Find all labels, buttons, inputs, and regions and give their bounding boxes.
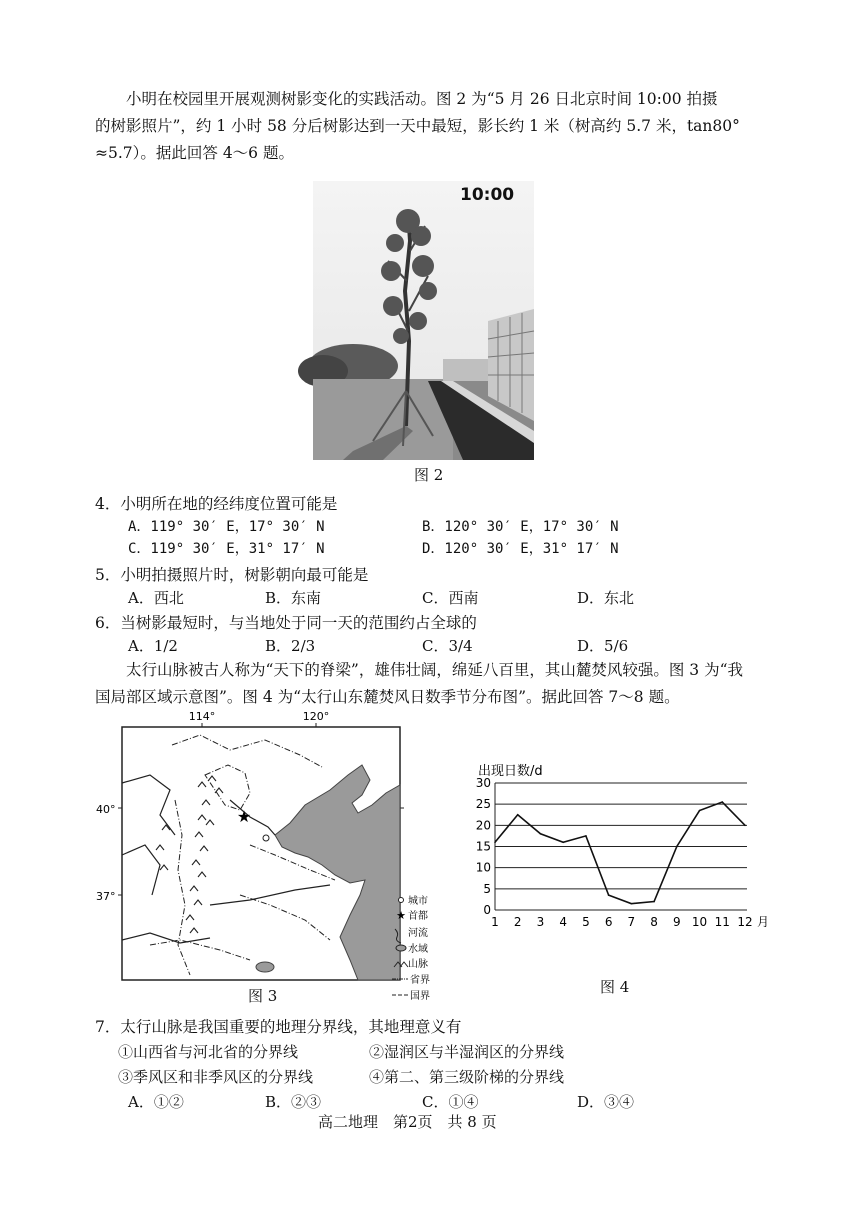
q4-stem: 4．小明所在地的经纬度位置可能是	[95, 495, 338, 513]
chart-xlabel: 月	[757, 915, 770, 929]
chart-point	[676, 846, 678, 848]
q6-option-d: D．5/6	[577, 637, 629, 655]
chart-xtick-label: 4	[559, 915, 568, 929]
page-footer: 高二地理 第2页 共 8 页	[318, 1113, 497, 1131]
legend-capital: 首都	[408, 911, 428, 922]
legend-river: 河流	[408, 928, 428, 939]
map-legend	[392, 894, 430, 1002]
chart-xtick-label: 2	[513, 915, 522, 929]
foehn-days-chart	[470, 760, 770, 935]
chart-ytick-label: 15	[475, 839, 491, 854]
chart-xtick-label: 9	[672, 915, 681, 929]
map-lat-40: 40°	[96, 803, 116, 816]
svg-text:★: ★	[396, 909, 406, 922]
map-lon-114: 114°	[188, 710, 216, 723]
intro-line-3: ≈5.7）。据此回答 4～6 题。	[95, 144, 294, 162]
legend-mountain: 山脉	[408, 959, 428, 970]
region-map	[90, 705, 440, 1005]
chart-ytick-label: 5	[483, 881, 491, 896]
chart-xtick-label: 3	[536, 915, 545, 929]
q6-option-a: A．1/2	[128, 637, 178, 655]
chart-point	[585, 835, 587, 837]
intro-line-2: 的树影照片”，约 1 小时 58 分后树影达到一天中最短，影长约 1 米（树高约 5.7 米，tan80°	[95, 117, 740, 135]
q5-option-b: B．东南	[265, 589, 322, 607]
legend-national: 国界	[410, 991, 430, 1002]
q7-statement-4: ④第二、第三级阶梯的分界线	[369, 1068, 565, 1086]
intro-line-1: 小明在校园里开展观测树影变化的实践活动。图 2 为“5 月 26 日北京时间 10:00 拍摄	[126, 90, 718, 108]
q7-statement-1: ①山西省与河北省的分界线	[118, 1043, 299, 1061]
chart-xtick-label: 11	[714, 915, 730, 929]
q4-option-b: B．120° 30′ E，17° 30′ N	[422, 519, 619, 535]
q7-statement-2: ②湿润区与半湿润区的分界线	[369, 1043, 565, 1061]
lake	[256, 962, 274, 972]
q7-option-b: B．②③	[265, 1093, 322, 1111]
q7-option-a: A．①②	[128, 1093, 184, 1111]
figure-3-caption: 图 3	[248, 987, 278, 1005]
q5-option-a: A．西北	[128, 589, 184, 607]
q5-option-c: C．西南	[422, 589, 479, 607]
q7-stem: 7．太行山脉是我国重要的地理分界线，其地理意义有	[95, 1018, 462, 1036]
q6-option-b: B．2/3	[265, 637, 316, 655]
capital-star: ★	[236, 807, 252, 826]
chart-xtick-label: 7	[627, 915, 636, 929]
q4-option-c: C．119° 30′ E，31° 17′ N	[128, 541, 325, 557]
q7-statement-3: ③季风区和非季风区的分界线	[118, 1068, 314, 1086]
chart-xtick-label: 10	[691, 915, 708, 929]
chart-xtick-label: 1	[491, 915, 499, 929]
chart-point	[653, 901, 655, 903]
q5-option-d: D．东北	[577, 589, 635, 607]
chart-point	[631, 903, 633, 905]
tree-shadow-photo	[313, 181, 534, 460]
q4-option-d: D．120° 30′ E，31° 17′ N	[422, 541, 619, 557]
q4-option-a: A．119° 30′ E，17° 30′ N	[128, 519, 325, 535]
chart-ytick-label: 20	[475, 818, 491, 833]
intro2-line-2: 国局部区域示意图”。图 4 为“太行山东麓焚风日数季节分布图”。据此回答 7～8 题。	[95, 688, 680, 706]
chart-point	[494, 841, 496, 843]
legend-water: 水域	[408, 944, 428, 955]
chart-xtick-label: 6	[604, 915, 613, 929]
chart-ylabel: 出现日数/d	[478, 764, 543, 779]
map-lon-120: 120°	[302, 710, 330, 723]
figure-4-caption: 图 4	[600, 978, 630, 996]
chart-point	[540, 833, 542, 835]
city-marker	[263, 835, 269, 841]
legend-province: 省界	[410, 975, 430, 986]
photo-timestamp: 10:00	[460, 185, 515, 205]
q6-stem: 6．当树影最短时，与当地处于同一天的范围约占全球的	[95, 614, 477, 632]
intro2-line-1: 太行山脉被古人称为“天下的脊梁”，雄伟壮阔，绵延八百里，其山麓焚风较强。图 3 为“我	[126, 661, 743, 679]
chart-ytick-label: 0	[483, 903, 491, 917]
chart-point	[699, 810, 701, 812]
chart-point	[608, 894, 610, 896]
chart-point	[744, 825, 746, 827]
chart-ytick-label: 10	[475, 860, 491, 875]
chart-xtick-label: 5	[582, 915, 590, 929]
chart-ytick-label: 25	[475, 797, 491, 812]
chart-point	[517, 814, 519, 816]
chart-point	[562, 841, 564, 843]
chart-ytick-label: 30	[475, 776, 491, 790]
chart-point	[721, 801, 723, 803]
q7-option-c: C．①④	[422, 1093, 479, 1111]
q7-option-d: D．③④	[577, 1093, 635, 1111]
q5-stem: 5．小明拍摄照片时，树影朝向最可能是	[95, 566, 369, 584]
figure-2-caption: 图 2	[414, 466, 444, 484]
chart-xtick-label: 12	[737, 915, 753, 929]
legend-city: 城市	[408, 896, 428, 907]
q6-option-c: C．3/4	[422, 637, 473, 655]
map-lat-37: 37°	[96, 890, 116, 903]
chart-xtick-label: 8	[650, 915, 658, 929]
